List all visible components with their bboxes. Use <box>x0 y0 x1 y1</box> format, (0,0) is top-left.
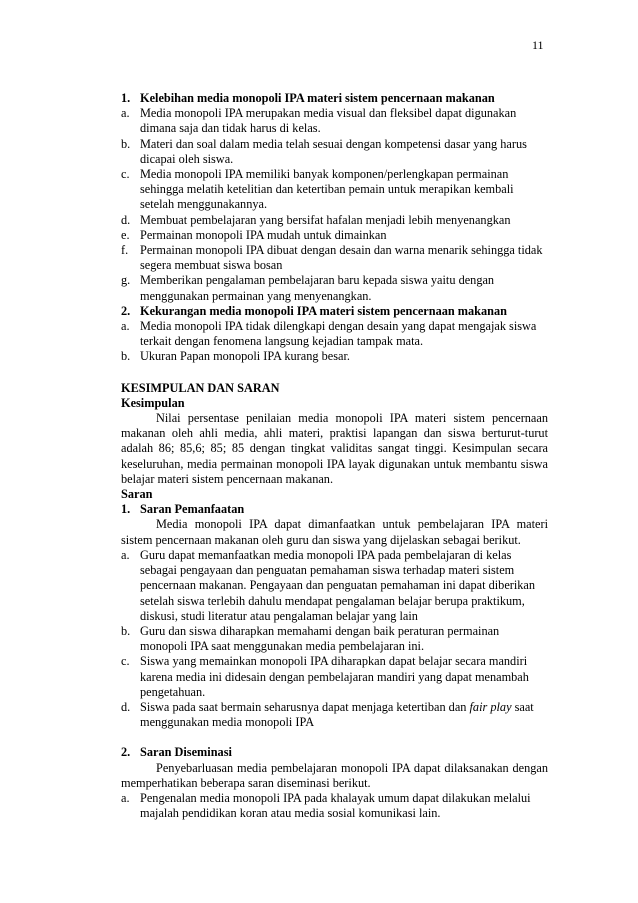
fair-play-term: fair play <box>469 699 512 714</box>
list-item: b. Materi dan soal dalam media telah sesuai dengan kompetensi dasar yang harus dicapai oleh siswa. <box>121 136 527 166</box>
saran-pemanfaatan-intro: Media monopoli IPA dapat dimanfaatkan untuk pembelajaran IPA materi sistem pencernaan makanan oleh guru dan siswa yang dijelaskan sebagai berikut. <box>121 517 548 547</box>
list-item: f. Permainan monopoli IPA dibuat dengan desain dan warna menarik sehingga tidak segera membuat siswa bosan <box>121 243 543 273</box>
saran-diseminasi-intro: Penyebarluasan media pembelajaran monopoli IPA dapat dilaksanakan dengan memperhatikan beberapa saran diseminasi berikut. <box>121 760 548 790</box>
saran-diseminasi-heading: 2. Saran Diseminasi <box>121 745 232 760</box>
list-item: a. Media monopoli IPA merupakan media visual dan fleksibel dapat digunakan dimana saja dan tidak harus di kelas. <box>121 106 517 136</box>
saran-heading: Saran <box>121 487 153 502</box>
list-item: a. Pengenalan media monopoli IPA pada khalayak umum dapat dilakukan melalui majalah pendidikan koran atau media sosial komunikasi lain. <box>121 790 531 821</box>
section-heading: KESIMPULAN DAN SARAN <box>121 380 280 395</box>
list-item: b. Ukuran Papan monopoli IPA kurang besar. <box>121 349 350 364</box>
saran-pemanfaatan-heading: 1. Saran Pemanfaatan <box>121 502 245 517</box>
list-item: a. Media monopoli IPA tidak dilengkapi dengan desain yang dapat mengajak siswa terkait dengan fenomena langsung kejadian tampak mata. <box>121 319 537 349</box>
list-item: d. Membuat pembelajaran yang bersifat hafalan menjadi lebih menyenangkan <box>121 212 511 227</box>
document-body <box>121 91 548 821</box>
kesimpulan-paragraph: Nilai persentase penilaian media monopoli IPA materi sistem pencernaan makanan oleh ahli media, ahli materi, praktisi lapangan dan siswa berturut-turut adalah 86; 85,6; 85; 85 dengan tingkat validitas sangat tinggi. Kesimpulan secara keseluruhan, media permainan monopoli IPA layak digunakan untuk membantu siswa belajar materi sistem pencernaan makanan. <box>121 411 548 486</box>
kekurangan-heading: 2. Kekurangan media monopoli IPA materi sistem pencernaan makanan <box>121 303 507 318</box>
list-item: b. Guru dan siswa diharapkan memahami dengan baik peraturan permainan monopoli IPA saat menggunakan media pembelajaran ini. <box>121 623 500 654</box>
kelebihan-heading: 1. Kelebihan media monopoli IPA materi sistem pencernaan makanan <box>121 91 495 105</box>
list-item: a. Guru dapat memanfaatkan media monopoli IPA pada pembelajaran di kelas sebagai pengayaan dan penguatan pemahaman siswa terhadap materi sistem pencernaan makanan. Pengayaan dan penguatan pemahaman ini dapat diberikan setelah siswa terlebih dahulu mendapat pengalaman belajar berupa praktikum, diskusi, studi literatur atau pengalaman belajar yang lain <box>121 547 536 623</box>
kesimpulan-heading: Kesimpulan <box>121 395 185 410</box>
list-item: e. Permainan monopoli IPA mudah untuk dimainkan <box>121 227 387 242</box>
page-number: 11 <box>532 38 544 52</box>
list-item: c. Siswa yang memainkan monopoli IPA diharapkan dapat belajar secara mandiri karena media ini didesain dengan pembelajaran mandiri yang dapat menambah pengetahuan. <box>121 654 529 699</box>
list-item: d. Siswa pada saat bermain seharusnya dapat menjaga ketertiban dan fair play saat menggunakan media monopoli IPA <box>121 699 534 730</box>
list-item: c. Media monopoli IPA memiliki banyak komponen/perlengkapan permainan sehingga melatih ketelitian dan ketertiban pemain untuk merapikan kembali setelah menggunakannya. <box>121 167 514 212</box>
list-item: g. Memberikan pengalaman pembelajaran baru kepada siswa yaitu dengan menggunakan permainan yang menyenangkan. <box>121 273 495 303</box>
